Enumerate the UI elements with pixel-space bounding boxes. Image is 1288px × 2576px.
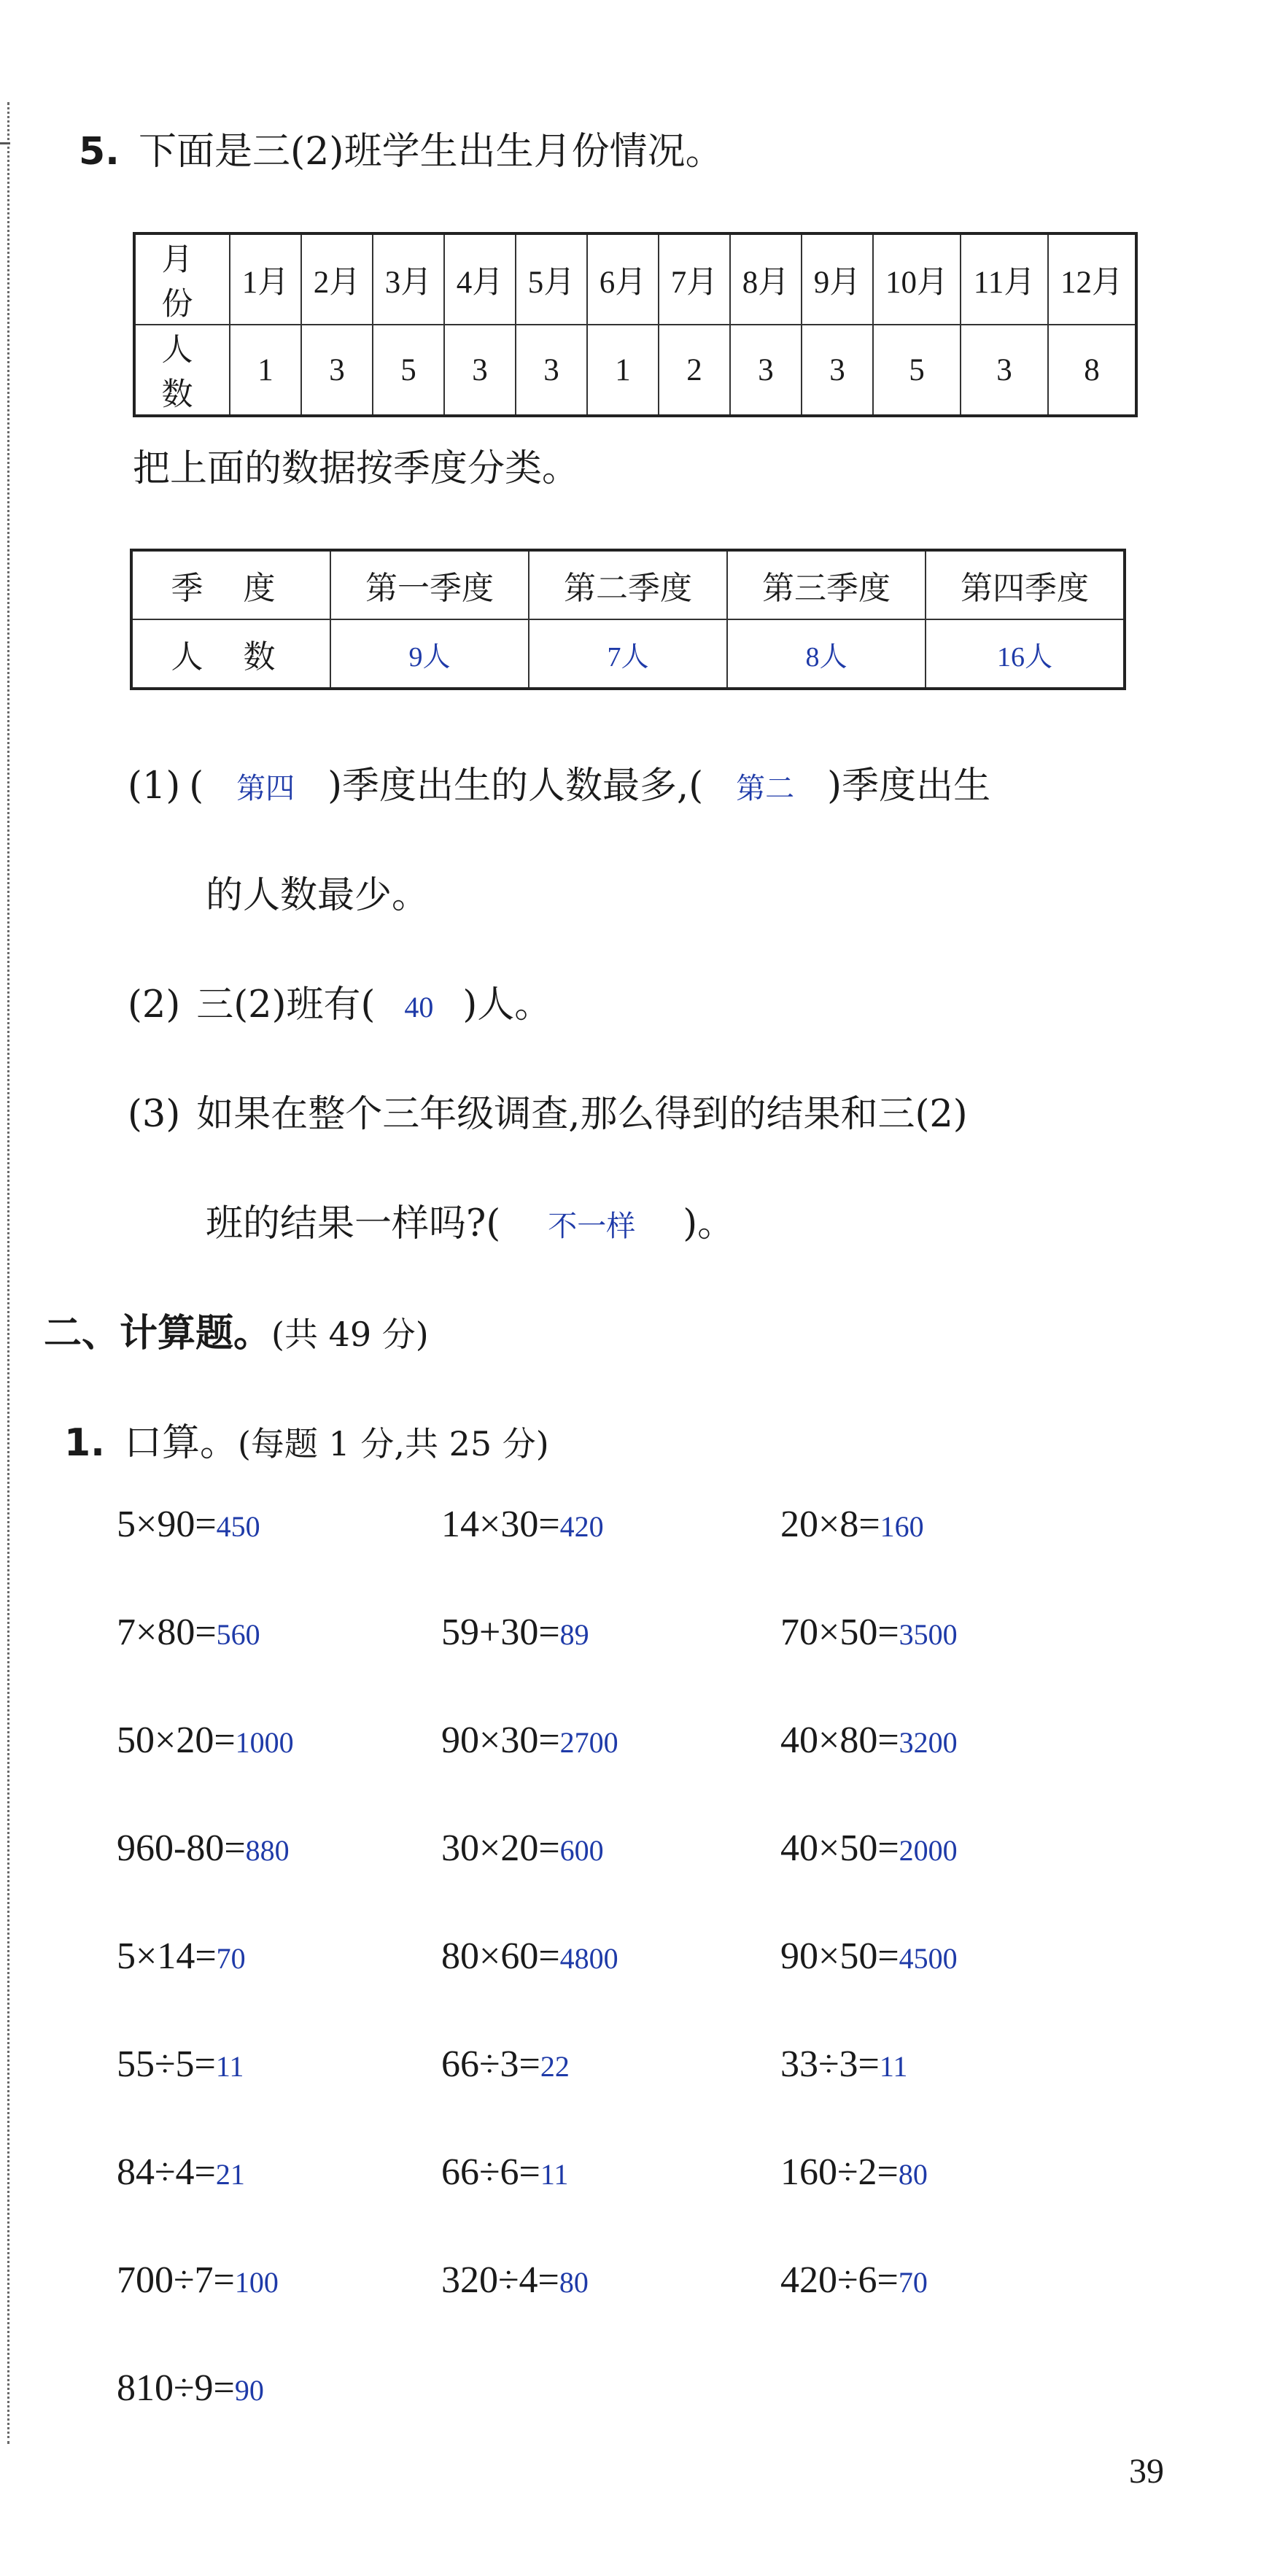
question-1-score: (每题 1 分,共 25 分) — [237, 1424, 549, 1463]
calc-answer: 1000 — [235, 1726, 294, 1759]
calc-answer: 11 — [540, 2158, 569, 2191]
calc-item — [780, 1827, 958, 1870]
count-cell: 3 — [444, 325, 516, 416]
calc-item — [117, 1503, 260, 1546]
calc-expression: 55÷5= — [117, 2043, 216, 2085]
month-cell: 10月 — [873, 233, 961, 325]
calc-expression: 5×90= — [117, 1504, 217, 1545]
calc-item — [780, 1503, 924, 1546]
quarter-cell: 第二季度 — [529, 550, 727, 619]
quarter-table — [130, 549, 1126, 690]
calc-item — [780, 1611, 958, 1654]
calc-item — [117, 2259, 279, 2302]
calc-item — [441, 2259, 589, 2302]
calc-expression: 160÷2= — [780, 2151, 899, 2193]
count-cell: 3 — [516, 325, 587, 416]
calc-answer: 21 — [215, 2158, 245, 2191]
calc-answer: 80 — [559, 2266, 589, 2299]
calc-item — [117, 1611, 260, 1654]
sub-label: (3) — [128, 1093, 181, 1136]
month-cell: 8月 — [730, 233, 802, 325]
handwritten-answer: 8人 — [805, 641, 847, 673]
quarter-count-row — [131, 619, 1125, 689]
calc-expression: 420÷6= — [780, 2259, 899, 2301]
calc-answer: 160 — [880, 1510, 924, 1543]
sub-question-1-line1: (1) ( 第四 )季度出生的人数最多,( 第二 )季度出生 — [128, 765, 991, 808]
month-cell: 11月 — [961, 233, 1048, 325]
sub-question-3-line2: 班的结果一样吗?( 不一样 )。 — [206, 1202, 735, 1245]
calc-expression: 30×20= — [441, 1827, 560, 1869]
birth-month-table — [133, 232, 1138, 417]
calc-item — [780, 2259, 928, 2302]
calc-answer: 90 — [234, 2374, 264, 2407]
calc-expression: 7×80= — [117, 1612, 217, 1653]
calc-expression: 80×60= — [441, 1935, 560, 1977]
calc-answer: 22 — [540, 2050, 570, 2083]
calc-expression: 70×50= — [780, 1612, 899, 1653]
calc-expression: 5×14= — [117, 1935, 217, 1977]
answer-class-total: 40 — [404, 991, 434, 1024]
calc-item — [117, 2367, 264, 2410]
calc-answer: 89 — [559, 1618, 589, 1651]
calc-expression: 84÷4= — [117, 2151, 216, 2193]
page-number: 39 — [1129, 2452, 1164, 2491]
count-cell: 3 — [961, 325, 1048, 416]
calc-expression: 66÷6= — [441, 2151, 540, 2193]
calc-item — [117, 1827, 290, 1870]
sub-label: (1) — [128, 765, 181, 808]
handwritten-answer: 16人 — [996, 641, 1052, 673]
count-header: 人 数 — [134, 325, 230, 416]
calc-expression: 20×8= — [780, 1504, 880, 1545]
month-cell: 9月 — [802, 233, 873, 325]
calc-answer: 3200 — [899, 1726, 958, 1759]
quarter-answer-cell — [727, 619, 926, 689]
calc-item — [441, 1611, 589, 1654]
sub-question-1-line2: 的人数最少。 — [206, 874, 430, 917]
calc-item — [441, 2151, 568, 2194]
calc-answer: 560 — [216, 1618, 260, 1651]
calc-item — [441, 1503, 604, 1546]
calc-expression: 14×30= — [441, 1504, 560, 1545]
quarter-cell: 第一季度 — [330, 550, 529, 619]
handwritten-answer: 7人 — [607, 641, 649, 673]
month-row — [134, 233, 1136, 325]
count-row — [134, 325, 1136, 416]
section-2-title: 二、计算题。(共 49 分) — [44, 1312, 429, 1355]
count-cell: 3 — [802, 325, 873, 416]
month-cell: 4月 — [444, 233, 516, 325]
question-1-title: 1. 口算。(每题 1 分,共 25 分) — [64, 1421, 549, 1465]
count-cell: 3 — [301, 325, 373, 416]
month-cell: 1月 — [230, 233, 301, 325]
margin-tick — [0, 142, 10, 144]
calc-answer: 11 — [879, 2050, 908, 2083]
answer-most-quarter: 第四 — [236, 772, 295, 805]
calc-expression: 90×30= — [441, 1720, 560, 1761]
calc-item — [441, 1719, 618, 1762]
question-number: 5. — [79, 130, 120, 174]
classify-instruction: 把上面的数据按季度分类。 — [133, 447, 580, 490]
calc-answer: 4500 — [899, 1942, 958, 1975]
calc-item — [117, 2043, 244, 2086]
calc-item — [780, 2043, 907, 2086]
calc-answer: 100 — [234, 2266, 279, 2299]
month-cell: 6月 — [587, 233, 659, 325]
calc-answer: 70 — [216, 1942, 246, 1975]
question-number: 1. — [64, 1421, 105, 1465]
quarter-cell: 第四季度 — [926, 550, 1125, 619]
answer-same-result: 不一样 — [548, 1210, 636, 1242]
quarter-answer-cell — [330, 619, 529, 689]
calc-answer: 3500 — [899, 1618, 958, 1651]
calc-answer: 11 — [215, 2050, 244, 2083]
month-cell: 5月 — [516, 233, 587, 325]
calc-answer: 4800 — [559, 1942, 618, 1975]
question-5-title — [79, 120, 723, 175]
count-cell: 1 — [587, 325, 659, 416]
calc-expression: 40×80= — [780, 1720, 899, 1761]
sub-label: (2) — [128, 983, 181, 1026]
count-cell: 5 — [373, 325, 444, 416]
count-cell: 1 — [230, 325, 301, 416]
calc-item — [117, 1935, 246, 1978]
quarter-row — [131, 550, 1125, 619]
handwritten-answer: 9人 — [408, 641, 451, 673]
calc-expression: 810÷9= — [117, 2367, 235, 2409]
count-cell: 5 — [873, 325, 961, 416]
month-cell: 12月 — [1048, 233, 1136, 325]
count-cell: 8 — [1048, 325, 1136, 416]
sub-question-2: (2) 三(2)班有( 40 )人。 — [128, 983, 552, 1026]
calc-expression: 40×50= — [780, 1827, 899, 1869]
quarter-answer-cell — [529, 619, 727, 689]
sub-question-3-line1: (3) 如果在整个三年级调查,那么得到的结果和三(2) — [128, 1093, 968, 1136]
month-cell: 3月 — [373, 233, 444, 325]
calc-expression: 320÷4= — [441, 2259, 559, 2301]
calc-answer: 450 — [216, 1510, 260, 1543]
calc-item — [780, 1719, 958, 1762]
month-cell: 7月 — [659, 233, 730, 325]
calc-answer: 2000 — [899, 1834, 958, 1867]
calc-answer: 600 — [559, 1834, 604, 1867]
question-text: 下面是三(2)班学生出生月份情况。 — [138, 130, 723, 174]
calc-answer: 70 — [898, 2266, 928, 2299]
calc-expression: 50×20= — [117, 1720, 236, 1761]
count-cell: 3 — [730, 325, 802, 416]
margin-dotted-line — [7, 102, 9, 2444]
quarter-count-header: 人 数 — [131, 619, 330, 689]
calc-item — [780, 1935, 958, 1978]
calc-item — [780, 2151, 928, 2194]
calc-answer: 420 — [559, 1510, 604, 1543]
calc-answer: 880 — [245, 1834, 290, 1867]
quarter-answer-cell — [926, 619, 1125, 689]
calc-answer: 80 — [898, 2158, 928, 2191]
calc-expression: 66÷3= — [441, 2043, 540, 2085]
answer-least-quarter: 第二 — [736, 772, 795, 805]
calc-expression: 700÷7= — [117, 2259, 235, 2301]
calc-expression: 960-80= — [117, 1827, 246, 1869]
calc-answer: 2700 — [559, 1726, 618, 1759]
calc-expression: 33÷3= — [780, 2043, 880, 2085]
calc-item — [441, 1827, 604, 1870]
calc-item — [117, 2151, 245, 2194]
calc-item — [441, 1935, 618, 1978]
count-cell: 2 — [659, 325, 730, 416]
month-header: 月 份 — [134, 233, 230, 325]
quarter-cell: 第三季度 — [727, 550, 926, 619]
calc-expression: 90×50= — [780, 1935, 899, 1977]
section-2-score: (共 49 分) — [271, 1315, 429, 1354]
calc-expression: 59+30= — [441, 1612, 560, 1653]
month-cell: 2月 — [301, 233, 373, 325]
quarter-header: 季 度 — [131, 550, 330, 619]
calc-item — [441, 2043, 570, 2086]
calc-item — [117, 1719, 294, 1762]
